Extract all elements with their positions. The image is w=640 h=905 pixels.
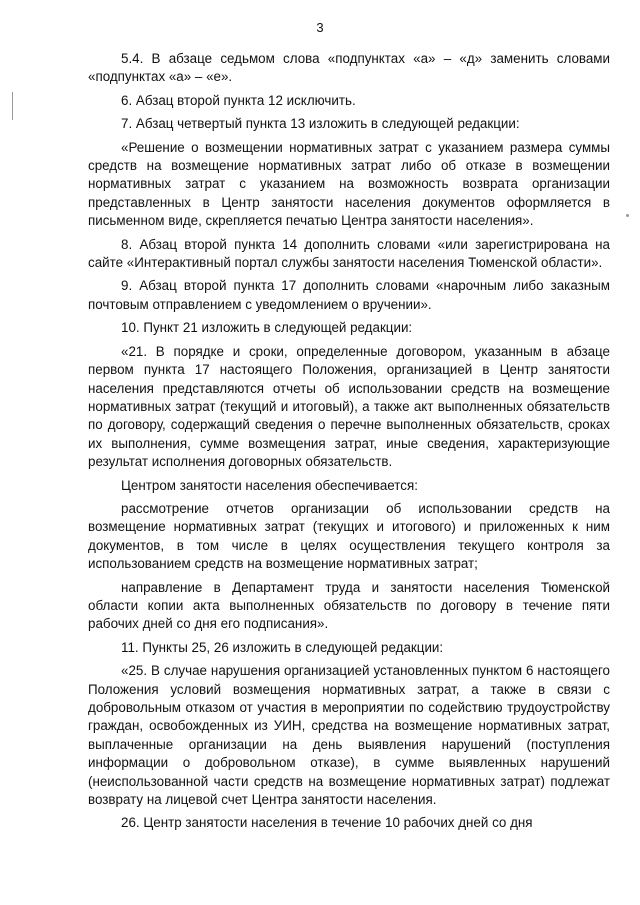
paragraph-21-direction: направление в Департамент труда и занятости населения Тюменской области копии акта выполненных обязательств по договору в течение пяти рабочих дней со дня его подписания». xyxy=(88,579,610,632)
paragraph-8: 8. Абзац второй пункта 14 дополнить словами «или зарегистрирована на сайте «Интерактивный портал службы занятости населения Тюменской области». xyxy=(88,236,610,271)
paragraph-11: 11. Пункты 25, 26 изложить в следующей редакции: xyxy=(121,639,444,655)
paragraph-26-start: 26. Центр занятости населения в течение 10 рабочих дней со дня xyxy=(121,815,533,831)
page-number: 3 xyxy=(316,20,324,35)
paragraph-21-quote: «21. В порядке и сроки, определенные договором, указанным в абзаце первом пункта 17 настоящего Положения, организацией в Центр занятости населения представляются отчеты об использовании средств на возмещение нормативных затрат (текущий и итоговый), а также акт выполненных обязательств по договору, содержащий сведения о перечне выполненных обязательств, сроках их выполнения, сумме возмещения затрат, иные сведения, характеризующие результат исполнения договорных обязательств. xyxy=(88,343,610,470)
paragraph-7: 7. Абзац четвертый пункта 13 изложить в следующей редакции: xyxy=(121,116,520,132)
paragraph-21-review: рассмотрение отчетов организации об использовании средств на возмещение нормативных затрат (текущих и итогового) и приложенных к ним документов, в том числе в целях осуществления текущего контроля за использованием средств на возмещение нормативных затрат; xyxy=(88,500,610,572)
paragraph-25-quote: «25. В случае нарушения организацией установленных пунктом 6 настоящего Положения условий возмещения нормативных затрат, а также в связи с добровольным отказом от участия в мероприятии по содействию трудоустройству граждан, освобожденных из УИН, средства на возмещение нормативных затрат, выплаченные организации на день выявления нарушений (поступления информации о добровольном отказе), в сумме выявленных нарушений (неиспользованной части средств на возмещение нормативных затрат) подлежат возврату на лицевой счет Центра занятости населения. xyxy=(88,663,610,808)
paragraph-9: 9. Абзац второй пункта 17 дополнить словами «нарочным либо заказным почтовым отправлением с уведомлением о вручении». xyxy=(88,278,610,312)
paragraph-5-4: 5.4. В абзаце седьмом слова «подпунктах «а» – «д» заменить словами «подпунктах «а» – «е». xyxy=(88,51,610,85)
paragraph-6: 6. Абзац второй пункта 12 исключить. xyxy=(121,92,356,108)
paragraph-21-center-intro: Центром занятости населения обеспечивается: xyxy=(121,477,418,493)
paragraph-10: 10. Пункт 21 изложить в следующей редакции: xyxy=(121,320,413,336)
paragraph-7-quote: «Решение о возмещении нормативных затрат с указанием размера суммы средств на возмещение нормативных затрат либо об отказе в возмещении нормативных затрат с указанием на возможность возврата организации представленных в Центр занятости населения документов оформляется в письменном виде, скрепляется печатью Центра занятости населения». xyxy=(88,139,610,229)
scan-margin-mark-right xyxy=(626,214,629,217)
scan-margin-mark-left xyxy=(12,92,13,120)
document-body xyxy=(88,50,610,838)
